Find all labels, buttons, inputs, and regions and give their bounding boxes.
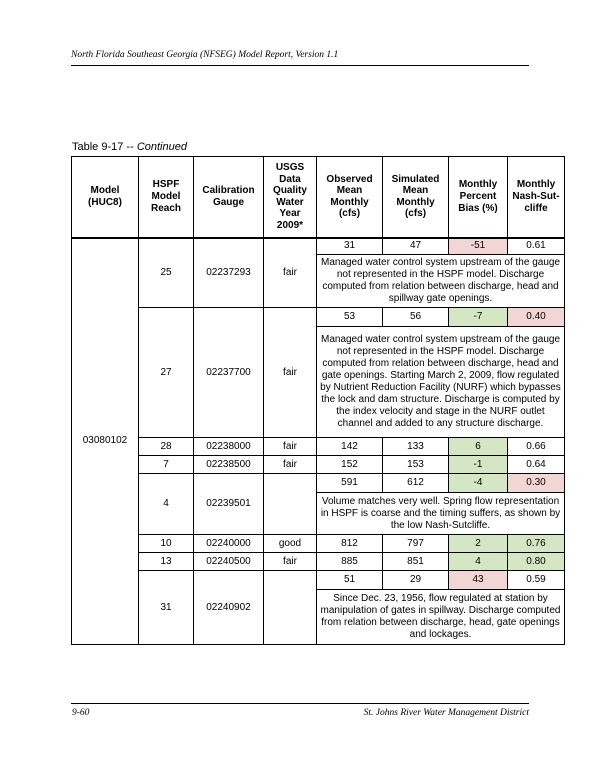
model-huc8-cell: 03080102: [72, 238, 139, 645]
page-header: North Florida Southeast Georgia (NFSEG) Model Report, Version 1.1: [71, 50, 339, 60]
quality-cell: fair: [264, 308, 317, 438]
reach-cell: 28: [139, 438, 194, 456]
bias-cell: 43: [449, 571, 508, 590]
nash-cell: 0.40: [508, 308, 565, 327]
reach-cell: 13: [139, 553, 194, 571]
footer-rule: [71, 703, 529, 704]
bias-cell: -7: [449, 308, 508, 327]
reach-cell: 31: [139, 571, 194, 645]
quality-cell: fair: [264, 553, 317, 571]
col-header-observed: Observed Mean Monthly (cfs): [317, 157, 383, 238]
bias-cell: -4: [449, 474, 508, 493]
table-row: [72, 535, 565, 553]
simulated-cell: 153: [383, 456, 449, 474]
simulated-cell: 29: [383, 571, 449, 590]
header-row: [72, 157, 565, 238]
observed-cell: 53: [317, 308, 383, 327]
table-caption: [72, 141, 187, 153]
table-row: [72, 308, 565, 327]
observed-cell: 51: [317, 571, 383, 590]
observed-cell: 31: [317, 238, 383, 255]
gauge-cell: 02238000: [194, 438, 264, 456]
calibration-table: [71, 156, 565, 645]
table-row: [72, 474, 565, 493]
note-cell: Managed water control system upstream of the gauge not represented in the HSPF model. Discharge computed from relation between discharge, head and gate openings. Starting March 2, 2009, flow regulated by Nutrient Reduction Facility (NURF) which bypasses the lock and dam structure. Discharge is computed by the index velocity and stage in the NURF outlet channel and added to any structure discharge.: [317, 327, 565, 438]
col-header-simulated: Simulated Mean Monthly (cfs): [383, 157, 449, 238]
nash-cell: 0.80: [508, 553, 565, 571]
nash-cell: 0.64: [508, 456, 565, 474]
caption-prefix: Table 9-17 --: [72, 141, 137, 153]
gauge-cell: 02240000: [194, 535, 264, 553]
reach-cell: 10: [139, 535, 194, 553]
simulated-cell: 612: [383, 474, 449, 493]
quality-cell: good: [264, 535, 317, 553]
quality-cell: fair: [264, 238, 317, 308]
caption-continued: Continued: [136, 141, 187, 153]
gauge-cell: 02237293: [194, 238, 264, 308]
nash-cell: 0.61: [508, 238, 565, 255]
gauge-cell: 02238500: [194, 456, 264, 474]
quality-cell: [264, 474, 317, 535]
col-header-model: Model (HUC8): [72, 157, 139, 238]
simulated-cell: 797: [383, 535, 449, 553]
quality-cell: [264, 571, 317, 645]
reach-cell: 4: [139, 474, 194, 535]
simulated-cell: 47: [383, 238, 449, 255]
nash-cell: 0.30: [508, 474, 565, 493]
col-header-reach: HSPF Model Reach: [139, 157, 194, 238]
table-row: [72, 456, 565, 474]
col-header-quality: USGS Data Quality Water Year 2009*: [264, 157, 317, 238]
gauge-cell: 02239501: [194, 474, 264, 535]
observed-cell: 142: [317, 438, 383, 456]
bias-cell: 2: [449, 535, 508, 553]
col-header-nash: Monthly Nash-Sut-cliffe: [508, 157, 565, 238]
simulated-cell: 56: [383, 308, 449, 327]
quality-cell: fair: [264, 438, 317, 456]
bias-cell: -1: [449, 456, 508, 474]
gauge-cell: 02240500: [194, 553, 264, 571]
simulated-cell: 133: [383, 438, 449, 456]
note-cell: Volume matches very well. Spring flow representation in HSPF is coarse and the timing suffers, as shown by the low Nash-Sutcliffe.: [317, 493, 565, 535]
observed-cell: 591: [317, 474, 383, 493]
bias-cell: 6: [449, 438, 508, 456]
reach-cell: 27: [139, 308, 194, 438]
gauge-cell: 02237700: [194, 308, 264, 438]
observed-cell: 152: [317, 456, 383, 474]
simulated-cell: 851: [383, 553, 449, 571]
reach-cell: 7: [139, 456, 194, 474]
quality-cell: fair: [264, 456, 317, 474]
bias-cell: 4: [449, 553, 508, 571]
table-row: [72, 571, 565, 590]
footer-organization: St. Johns River Water Management District: [363, 708, 529, 718]
col-header-bias: Monthly Percent Bias (%): [449, 157, 508, 238]
observed-cell: 885: [317, 553, 383, 571]
nash-cell: 0.76: [508, 535, 565, 553]
gauge-cell: 02240902: [194, 571, 264, 645]
bias-cell: -51: [449, 238, 508, 255]
nash-cell: 0.59: [508, 571, 565, 590]
note-cell: Managed water control system upstream of the gauge not represented in the HSPF model. Discharge computed from relation between discharge, head and spillway gate openings.: [317, 255, 565, 308]
note-cell: Since Dec. 23, 1956, flow regulated at station by manipulation of gates in spillway. Discharge computed from relation between discharge, head, gate openings and lockages.: [317, 590, 565, 645]
page-number: 9-60: [72, 708, 90, 718]
col-header-gauge: Calibration Gauge: [194, 157, 264, 238]
observed-cell: 812: [317, 535, 383, 553]
reach-cell: 25: [139, 238, 194, 308]
table-row: [72, 238, 565, 255]
header-rule: [71, 65, 529, 66]
table-row: [72, 553, 565, 571]
nash-cell: 0.66: [508, 438, 565, 456]
table-row: [72, 438, 565, 456]
